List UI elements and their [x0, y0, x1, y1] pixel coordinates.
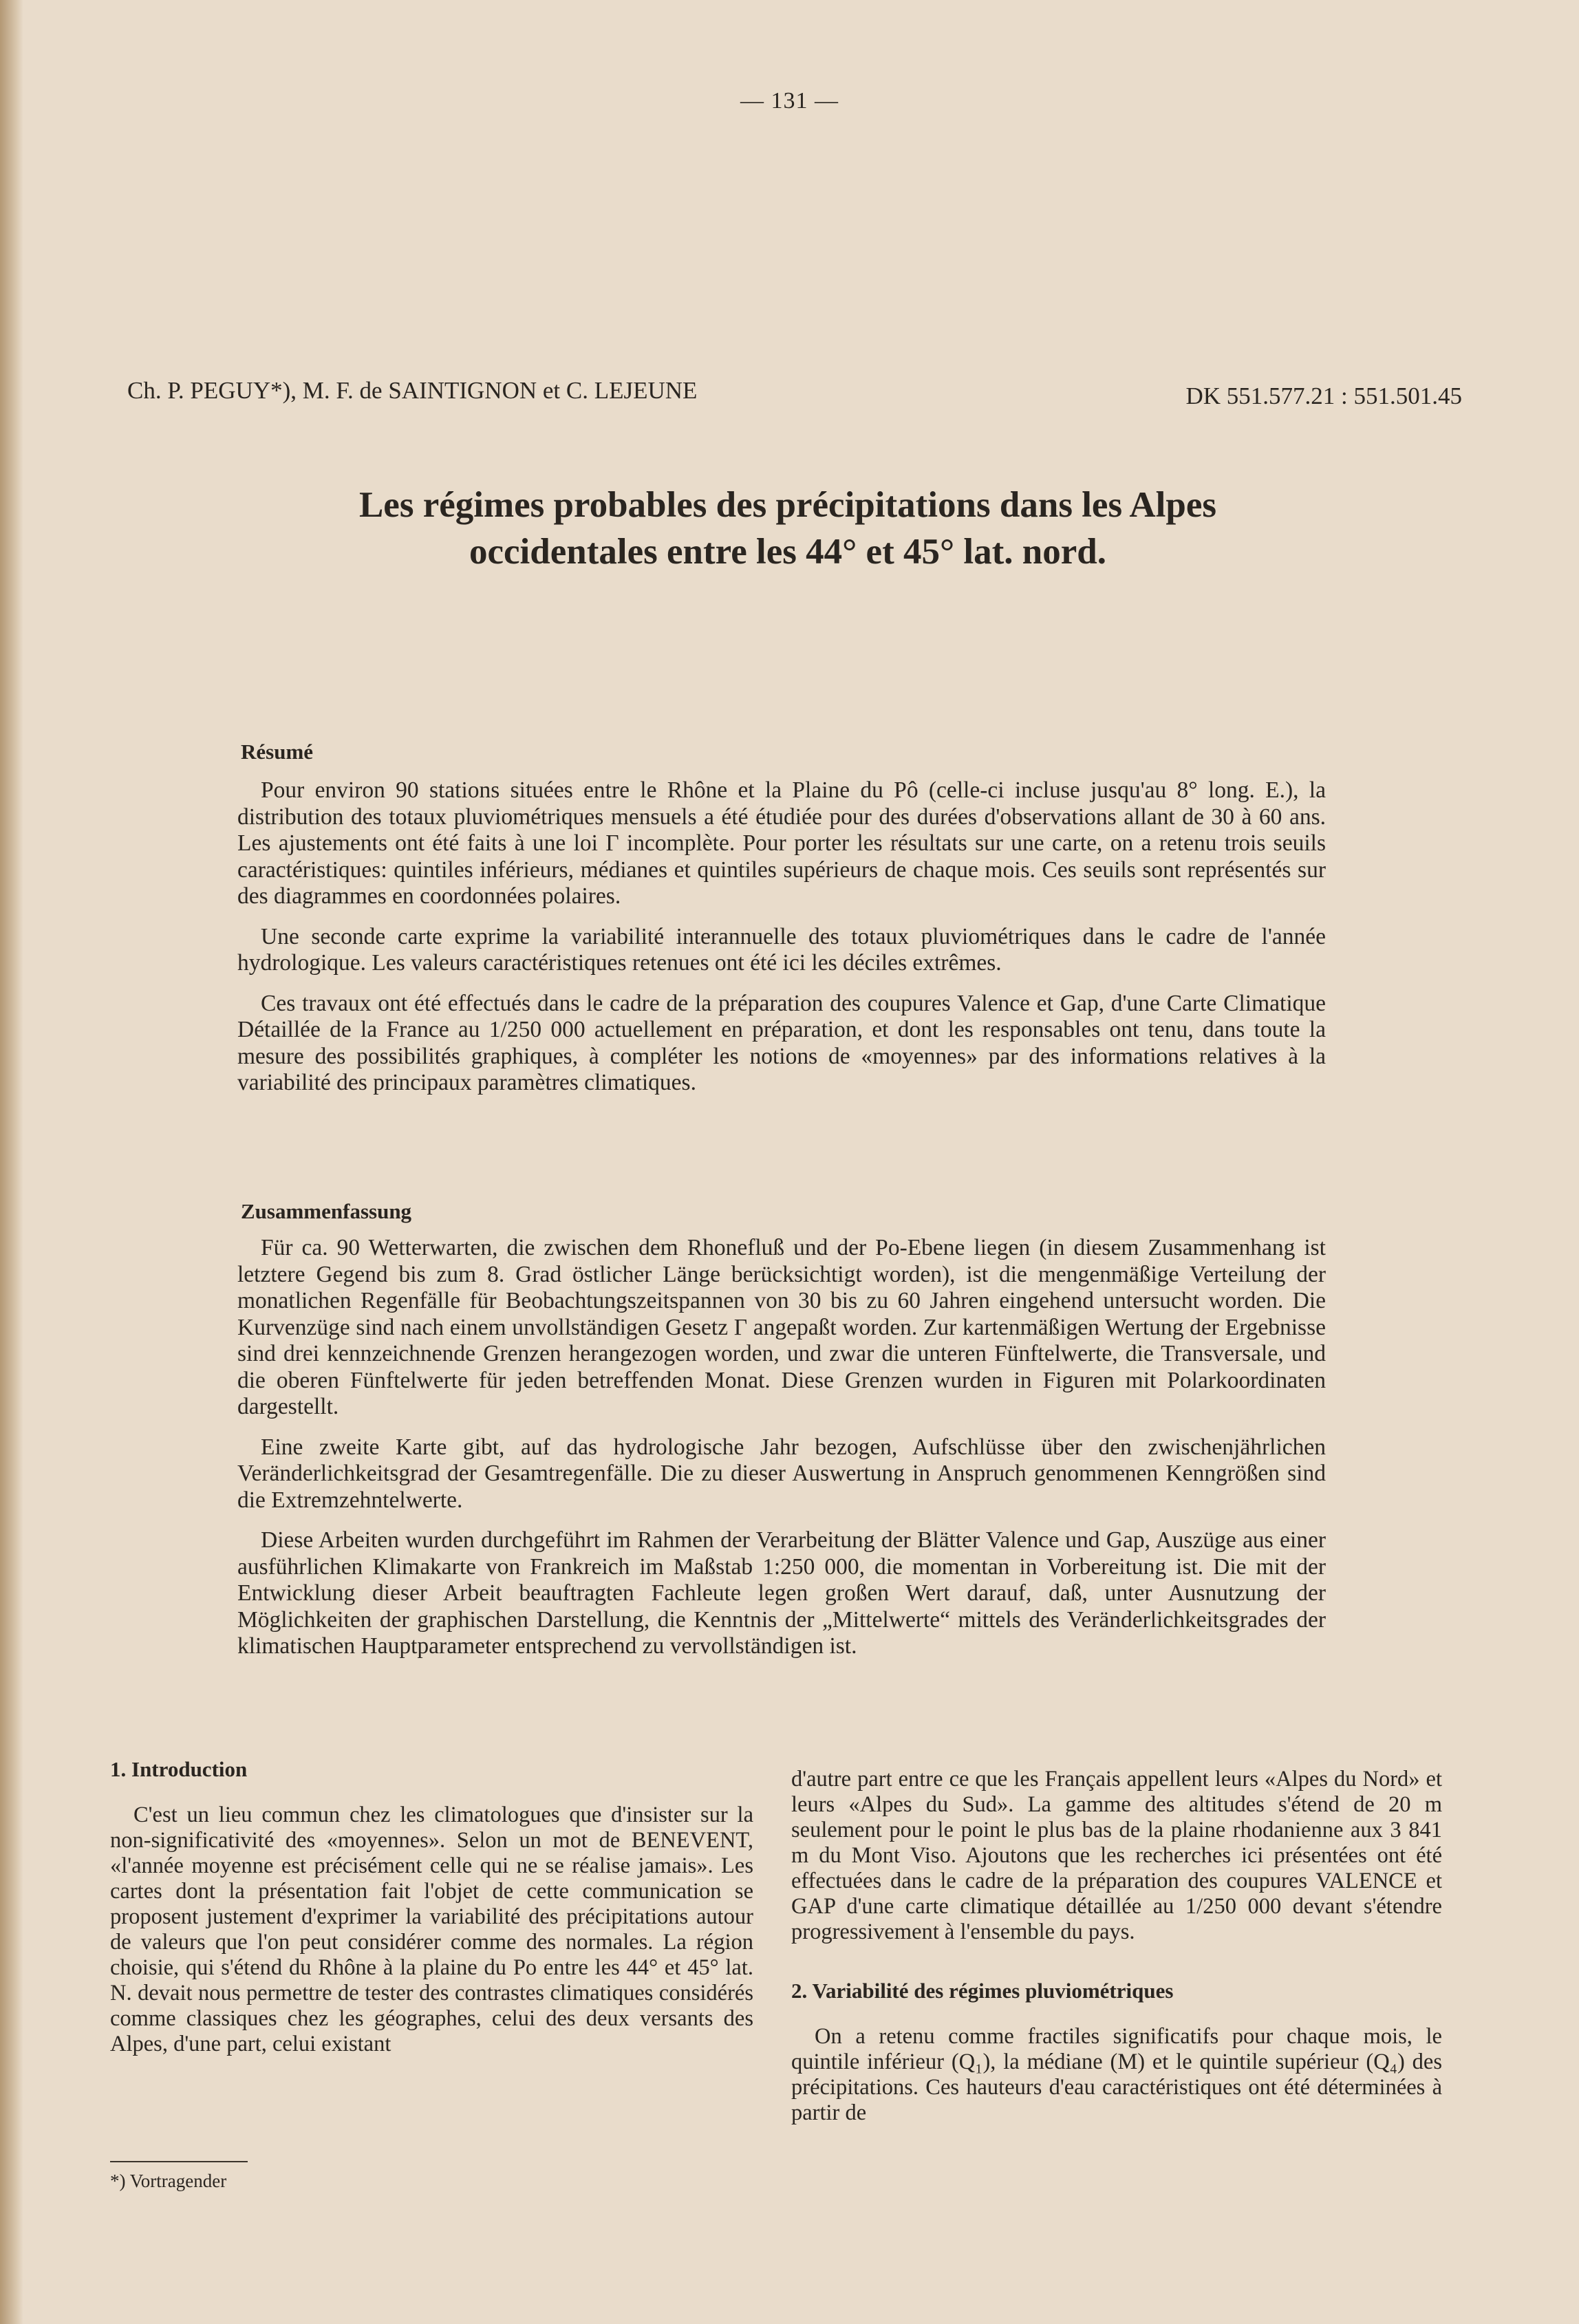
- introduction-heading: 1. Introduction: [110, 1757, 248, 1781]
- authors: Ch. P. PEGUY*), M. F. de SAINTIGNON et C. LEJEUNE: [127, 377, 698, 404]
- title-line-2: occidentales entre les 44° et 45° lat. nord.: [469, 532, 1107, 572]
- book-spine-shadow: [0, 0, 23, 2324]
- introduction-paragraph: C'est un lieu commun chez les climatologues que d'insister sur la non-significativité des «moyennes». Selon un mot de BENEVENT, «l'année moyenne est précisément celle qui ne se réalise jamais». Les cartes dont la présentation fait l'objet de cette communication se proposent justement d'exprimer la variabilité des précipitations autour de valeurs que l'on peut considérer comme des normales. La région choisie, qui s'étend du Rhône à la plaine du Po entre les 44° et 45° lat. N. devait nous permettre de tester des contrastes climatiques considérés comme classiques chez les géographes, celui des deux versants des Alpes, d'une part, celui existant: [110, 1803, 753, 2056]
- dk-classification: DK 551.577.21 : 551.501.45: [1185, 383, 1462, 409]
- article-title: [206, 482, 1369, 575]
- zusammenfassung-section: [237, 1235, 1326, 1674]
- resume-paragraph: Une seconde carte exprime la variabilité interannuelle des totaux pluviométriques dans le cadre de l'année hydrologique. Les valeurs caractéristiques retenues ont été ici les déciles extrêmes.: [237, 923, 1326, 976]
- footnote-divider: [110, 2161, 248, 2162]
- zusammenfassung-paragraph: Für ca. 90 Wetterwarten, die zwischen dem Rhonefluß und der Po-Ebene liegen (in diesem Zusammenhang ist letztere Gegend bis zum 8. Grad östlicher Länge berücksichtigt worden), ist die mengenmäßige Verteilung der monatlichen Regenfälle für Beobachtungszeitspannen von 30 bis zu 60 Jahren eingehend untersucht worden. Die Kurvenzüge sind nach einem unvollständigen Gesetz Γ angepaßt worden. Zur kartenmäßigen Wertung der Ergebnisse sind drei kennzeichnende Grenzen herangezogen worden, und zwar die unteren Fünftelwerte, die Transversale, und die oberen Fünftelwerte für jeden betreffenden Monat. Diese Grenzen wurden in Figuren mit Polarkoordinaten dargestellt.: [237, 1235, 1326, 1419]
- resume-paragraph: Pour environ 90 stations situées entre le Rhône et la Plaine du Pô (celle-ci incluse jusqu'au 8° long. E.), la distribution des totaux pluviométriques mensuels a été étudiée pour des durées d'observations allant de 30 à 60 ans. Les ajustements ont été faits à une loi Γ incomplète. Pour porter les résultats sur une carte, on a retenu trois seuils caractéristiques: quintiles inférieurs, médianes et quintiles supérieurs de chaque mois. Ces seuils sont représentés sur des diagrammes en coordonnées polaires.: [237, 777, 1326, 909]
- resume-heading: Résumé: [241, 740, 314, 764]
- introduction-continued-paragraph: d'autre part entre ce que les Français appellent leurs «Alpes du Nord» et leurs «Alpes du Sud». La gamme des altitudes s'étend de 20 m seulement pour le point le plus bas de la plaine rhodanienne aux 3 841 m du Mont Viso. Ajoutons que les recherches ici présentées ont été effectuées dans le cadre de la préparation des coupures VALENCE et GAP d'une carte climatique détaillée au 1/250 000 devant s'étendre progressivement à l'ensemble du pays.: [791, 1767, 1442, 1944]
- zusammenfassung-heading: Zusammenfassung: [241, 1199, 412, 1223]
- title-line-1: Les régimes probables des précipitations dans les Alpes: [358, 485, 1217, 525]
- zusammenfassung-paragraph: Diese Arbeiten wurden durchgeführt im Rahmen der Verarbeitung der Blätter Valence und Gap, Auszüge aus einer ausführlichen Klimakarte von Frankreich im Maßstab 1:250 000, die momentan in Vorbereitung ist. Die mit der Entwicklung dieser Arbeit beauftragten Fachleute legen großen Wert darauf, daß, unter Ausnutzung der Möglichkeiten der graphischen Darstellung, die Kenntnis der „Mittelwerte“ mittels des Veränderlichkeitsgrades der klimatischen Hauptparameter entsprechend zu vervollständigen ist.: [237, 1527, 1326, 1659]
- resume-section: [237, 777, 1326, 1110]
- section2-paragraph: On a retenu comme fractiles significatifs pour chaque mois, le quintile inférieur (Q₁), la médiane (M) et le quintile supérieur (Q₄) des précipitations. Ces hauteurs d'eau caractéristiques ont été déterminées à partir de: [791, 2024, 1442, 2125]
- resume-paragraph: Ces travaux ont été effectués dans le cadre de la préparation des coupures Valence et Gap, d'une Carte Climatique Détaillée de la France au 1/250 000 actuellement en préparation, et dont les responsables ont tenu, dans toute la mesure des possibilités graphiques, à compléter les notions de «moyennes» par des informations relatives à la variabilité des principaux paramètres climatiques.: [237, 990, 1326, 1095]
- section2-heading: 2. Variabilité des régimes pluviométriques: [791, 1979, 1174, 2003]
- page-number: — 131 —: [740, 88, 839, 114]
- left-column: [110, 1756, 753, 2057]
- footnote: *) Vortragender: [110, 2171, 227, 2191]
- zusammenfassung-paragraph: Eine zweite Karte gibt, auf das hydrologische Jahr bezogen, Aufschlüsse über den zwischenjährlichen Veränderlichkeitsgrad der Gesamtregenfälle. Die zu dieser Auswertung in Anspruch genommenen Kenngrößen sind die Extremzehntelwerte.: [237, 1434, 1326, 1513]
- right-column: [791, 1767, 1442, 2126]
